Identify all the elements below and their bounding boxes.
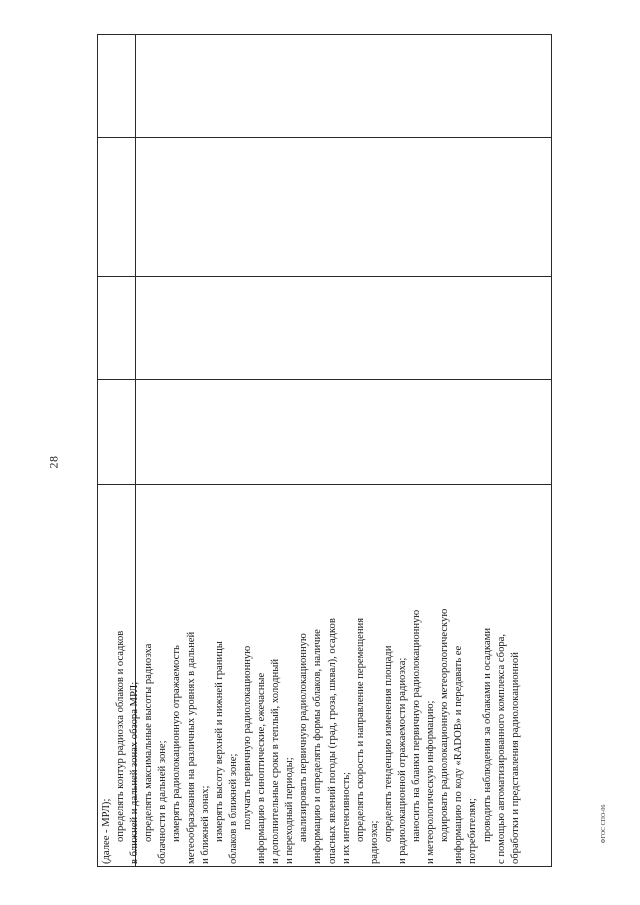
text-line: опасных явлений погоды (град, гроза, шквал), осадков [326, 618, 338, 864]
text-line: определять скорость и направление перемещения [354, 617, 366, 842]
text-line: получать первичную радиолокационную [241, 645, 253, 830]
text-line: наносить на бланки первичную радиолокационную [411, 609, 423, 842]
row-divider [98, 379, 551, 380]
text-line: (далее - МРЛ); [101, 798, 112, 864]
text-line: проводить наблюдения за облаками и осадками [481, 628, 493, 842]
text-line: измерять высоту верхней и нижней границы [213, 641, 225, 842]
text-line: определять тенденцию изменения площади [382, 645, 394, 842]
text-line: определять максимальные высоты радиоэха [143, 643, 155, 842]
text-line: измерять радиолокационную отражаемость [171, 645, 183, 842]
text-line: информацию и определять формы облаков, наличие [312, 629, 324, 864]
text-line: и радиолокационной отражаемости радиоэха; [396, 657, 408, 864]
text-line: облачности в дальней зоне; [157, 740, 169, 864]
table-cell [98, 519, 553, 868]
content-table [97, 34, 552, 867]
text-line: анализировать первичную радиолокационную [298, 633, 310, 842]
text-line: в ближней и дальней зонах обзора МРЛ; [129, 681, 141, 864]
text-line: потребителям; [467, 798, 479, 864]
cell-text [100, 522, 550, 864]
footer-mark: ФГОС СПО-06 [601, 804, 607, 844]
text-line: и ближней зонах; [199, 785, 211, 864]
text-line: радиоэха; [368, 820, 380, 864]
page-number: 28 [46, 455, 61, 469]
text-line: метеообразования на различных уровнях в дальней [185, 631, 197, 864]
text-line: с помощью автоматизированного комплекса сбора, [495, 633, 507, 864]
text-line: и их интенсивность; [340, 772, 352, 864]
text-line: и переходный периоды; [284, 757, 296, 864]
text-line: определять контур радиоэха облаков и осадков [115, 630, 127, 842]
text-line: и дополнительные сроки в теплый, холодный [270, 659, 282, 864]
text-line: облаков в ближней зоне; [227, 753, 239, 864]
text-line: информацию в синоптические, ежечасные [256, 672, 268, 864]
text-line: обработки и представления радиолокационной [509, 652, 521, 864]
text-line: и метеорологическую информацию; [425, 700, 437, 864]
footer-container [584, 804, 624, 844]
text-line: кодировать радиолокационную метеорологическую [439, 608, 451, 842]
row-divider [98, 276, 551, 277]
row-divider [98, 137, 551, 138]
page-number-container [40, 448, 68, 476]
text-line: информацию по коду «RADOB» и передавать ее [453, 645, 465, 864]
row-divider [98, 484, 551, 485]
